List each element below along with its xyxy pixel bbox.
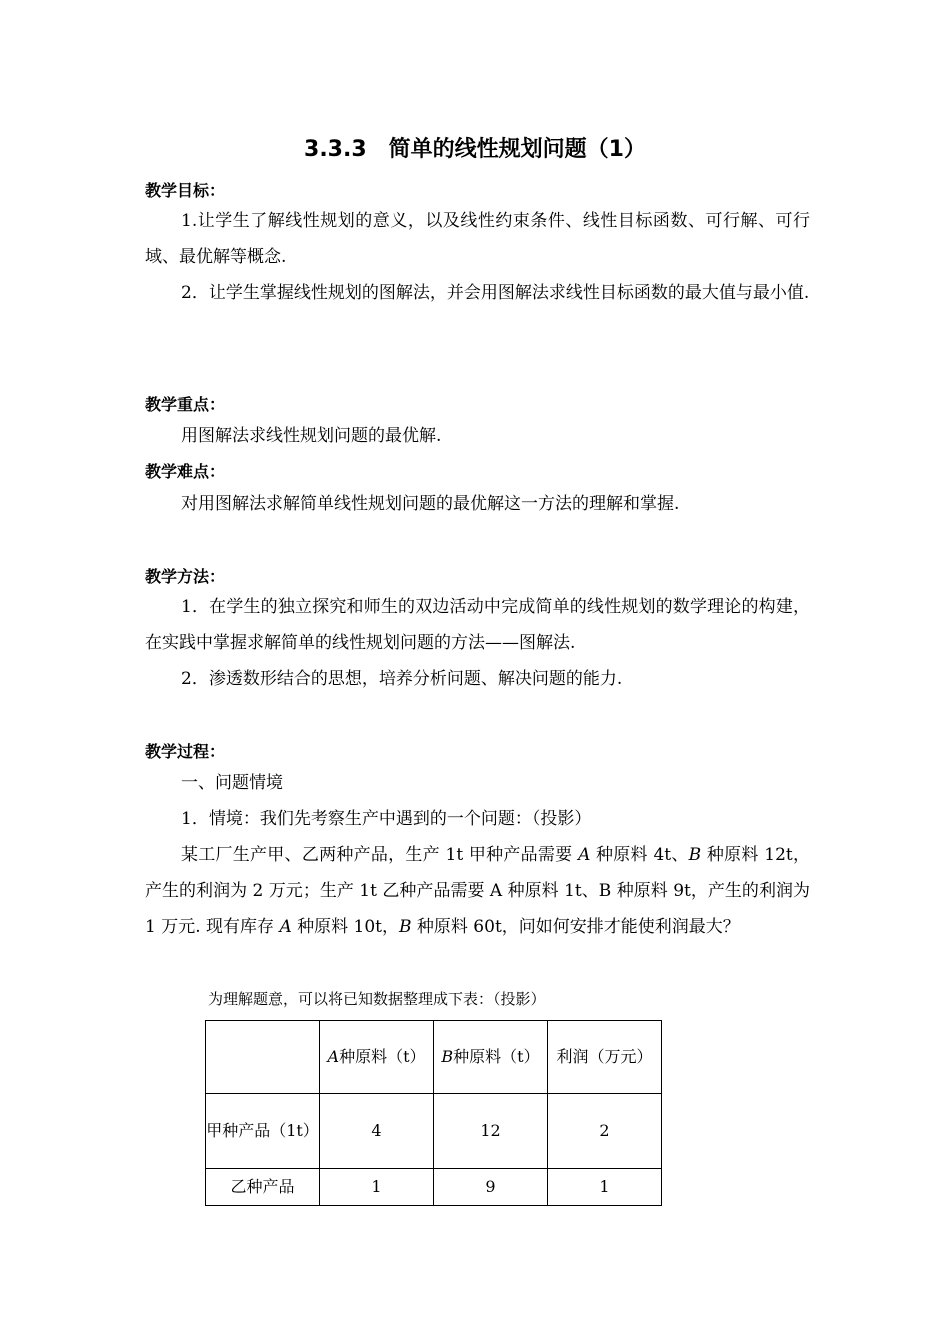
table-cell: 9 xyxy=(434,1169,548,1206)
problem-paragraph: 某工厂生产甲、乙两种产品，生产 1t 甲种产品需要 A 种原料 4t、B 种原料 12t，产生的利润为 2 万元；生产 1t 乙种产品需要 A 种原料 1t、B 种原料 9t，产生的利润为 1 万元. 现有库存 A 种原料 10t，B 种原料 60t，问如何安排才能使利润最大？ xyxy=(145,845,810,937)
table-cell: 乙种产品 xyxy=(206,1169,320,1206)
table-note: 为理解题意，可以将已知数据整理成下表：（投影） xyxy=(208,990,546,1008)
table-header-row xyxy=(206,1021,662,1094)
method-item-2: 2．渗透数形结合的思想，培养分析问题、解决问题的能力. xyxy=(181,669,623,689)
table-cell: 甲种产品（1t） xyxy=(206,1094,320,1169)
key-points-heading: 教学重点： xyxy=(145,395,226,414)
table-row xyxy=(206,1169,662,1206)
difficulties-text: 对用图解法求解简单线性规划问题的最优解这一方法的理解和掌握. xyxy=(181,494,680,514)
table-cell: 12 xyxy=(434,1094,548,1169)
objectives-heading: 教学目标： xyxy=(145,181,226,200)
table-header-cell xyxy=(206,1021,320,1094)
table-header-cell: A种原料（t） xyxy=(320,1021,434,1094)
table-cell: 1 xyxy=(548,1169,662,1206)
table-header-cell: 利润（万元） xyxy=(548,1021,662,1094)
objective-item-1: 1.让学生了解线性规划的意义，以及线性约束条件、线性目标函数、可行解、可行域、最优解等概念. xyxy=(145,211,810,267)
difficulties-heading: 教学难点： xyxy=(145,462,226,481)
section-heading-1: 一、问题情境 xyxy=(181,773,283,793)
table-header-cell: B种原料（t） xyxy=(434,1021,548,1094)
table-cell: 2 xyxy=(548,1094,662,1169)
process-heading: 教学过程： xyxy=(145,742,226,761)
objective-item-2: 2．让学生掌握线性规划的图解法，并会用图解法求线性目标函数的最大值与最小值. xyxy=(181,283,810,303)
method-item-1: 1．在学生的独立探究和师生的双边活动中完成简单的线性规划的数学理论的构建，在实践中掌握求解简单的线性规划问题的方法——图解法. xyxy=(145,597,810,653)
page-title: 3.3.3 简单的线性规划问题（1） xyxy=(304,137,646,162)
methods-heading: 教学方法： xyxy=(145,567,226,586)
situation-line: 1．情境：我们先考察生产中遇到的一个问题：（投影） xyxy=(181,809,592,829)
table-cell: 1 xyxy=(320,1169,434,1206)
data-table xyxy=(205,1020,662,1206)
table-row xyxy=(206,1094,662,1169)
key-points-text: 用图解法求线性规划问题的最优解. xyxy=(181,426,442,446)
table-cell: 4 xyxy=(320,1094,434,1169)
